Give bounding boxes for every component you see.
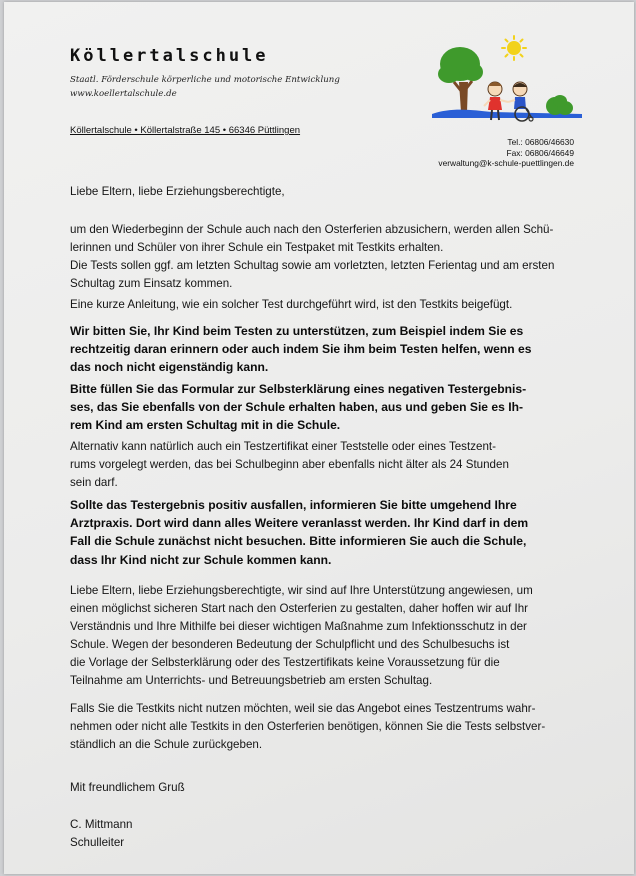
fax-number: Fax: 06806/46649 <box>506 147 574 158</box>
closing-block <box>70 779 585 797</box>
text-line: Sollte das Testergebnis positiv ausfallen, informieren Sie bitte umgehend Ihre <box>70 498 517 512</box>
school-website: www.koellertalschule.de <box>70 89 177 99</box>
greeting-text: Liebe Eltern, liebe Erziehungsberechtigte, <box>70 185 285 198</box>
text-line: Falls Sie die Testkits nicht nutzen möchten, weil sie das Angebot eines Testzentrums wahr- <box>70 702 536 715</box>
text-line: das noch nicht eigenständig kann. <box>70 360 269 375</box>
text-line: Die Tests sollen ggf. am letzten Schultag sowie am vorletzten, letzten Ferientag und am ersten <box>70 259 555 272</box>
text-line: ses, das Sie ebenfalls von der Schule erhalten haben, aus und geben Sie es Ih- <box>70 400 523 415</box>
text-line: um den Wiederbeginn der Schule auch nach den Osterferien abzusichern, werden allen Schü- <box>70 223 554 236</box>
sender-address-line: Köllertalschule • Köllertalstraße 145 • 66346 Püttlingen <box>70 125 301 136</box>
text-line: Liebe Eltern, liebe Erziehungsberechtigte, wir sind auf Ihre Unterstützung angewiesen, um <box>70 584 533 597</box>
paragraph-instructions <box>70 296 585 314</box>
text-line: lerinnen und Schüler von ihrer Schule ein Testpaket mit Testkits erhalten. <box>70 241 444 254</box>
text-line: Wir bitten Sie, Ihr Kind beim Testen zu unterstützen, zum Beispiel indem Sie es <box>70 324 524 338</box>
greeting <box>70 183 585 201</box>
text-line: Alternativ kann natürlich auch ein Testzertifikat einer Teststelle oder eines Testzent- <box>70 440 496 453</box>
paragraph-self-declaration <box>70 380 585 435</box>
paragraph-return-kits <box>70 700 585 754</box>
phone-number: Tel.: 06806/46630 <box>507 137 574 147</box>
letter-page <box>4 2 634 874</box>
text-line: ständlich an die Schule zurückgeben. <box>70 738 263 751</box>
text-line: Teilnahme am Unterrichts- und Betreuungsbetrieb am ersten Schultag. <box>70 674 433 687</box>
paragraph-appeal <box>70 582 585 690</box>
text-line: Fall die Schule zunächst nicht besuchen. Bitte informieren Sie auch die Schule, <box>70 534 527 549</box>
text-line: rums vorgelegt werden, das bei Schulbeginn aber ebenfalls nicht älter als 24 Stunden <box>70 458 509 471</box>
text-line: Arztpraxis. Dort wird dann alles Weitere veranlasst werden. Ihr Kind darf in dem <box>70 516 529 531</box>
school-subtitle: Staatl. Förderschule körperliche und motorische Entwicklung <box>70 75 340 85</box>
text-line: die Vorlage der Selbsterklärung oder des Testzertifikats keine Voraussetzung für die <box>70 656 500 669</box>
text-line: nehmen oder nicht alle Testkits in den Osterferien benötigen, können Sie die Tests selbstver- <box>70 720 546 733</box>
shrub-icon <box>546 95 573 115</box>
contact-block <box>438 137 574 169</box>
text-line: dass Ihr Kind nicht zur Schule kommen kann. <box>70 552 332 567</box>
text-line: Verständnis und Ihre Mithilfe bei dieser wichtigen Maßnahme zum Infektionsschutz in der <box>70 620 527 633</box>
paragraph-positive-result <box>70 496 585 569</box>
school-name: Köllertalschule <box>70 46 269 66</box>
text-line: Eine kurze Anleitung, wie ein solcher Test durchgeführt wird, ist den Testkits beigefügt. <box>70 298 513 311</box>
text-line: rechtzeitig daran erinnern oder auch indem Sie ihm beim Testen helfen, wenn es <box>70 342 532 357</box>
text-line: rem Kind am ersten Schultag mit in die Schule. <box>70 418 341 433</box>
signer-name: C. Mittmann <box>70 818 133 831</box>
text-line: Bitte füllen Sie das Formular zur Selbsterklärung eines negativen Testergebnis- <box>70 382 527 396</box>
text-line: Schultag zum Einsatz kommen. <box>70 277 233 290</box>
signature-block <box>70 816 585 852</box>
text-line: sein darf. <box>70 476 118 489</box>
paragraph-test-kits <box>70 221 585 293</box>
school-logo-illustration <box>432 34 582 154</box>
signer-title: Schulleiter <box>70 836 125 849</box>
closing-text: Mit freundlichem Gruß <box>70 781 185 794</box>
sun-icon <box>502 36 526 60</box>
tree-icon <box>438 47 483 112</box>
paragraph-certificate <box>70 438 585 492</box>
text-line: Schule. Wegen der besonderen Bedeutung der Schulpflicht und des Schulbesuchs ist <box>70 638 510 651</box>
text-line: einen möglichst sicheren Start nach den Osterferien zu gestalten, daher hoffen wir auf Ihr <box>70 602 528 615</box>
paragraph-support-request <box>70 322 585 377</box>
email-address: verwaltung@k-schule-puettlingen.de <box>438 158 574 168</box>
